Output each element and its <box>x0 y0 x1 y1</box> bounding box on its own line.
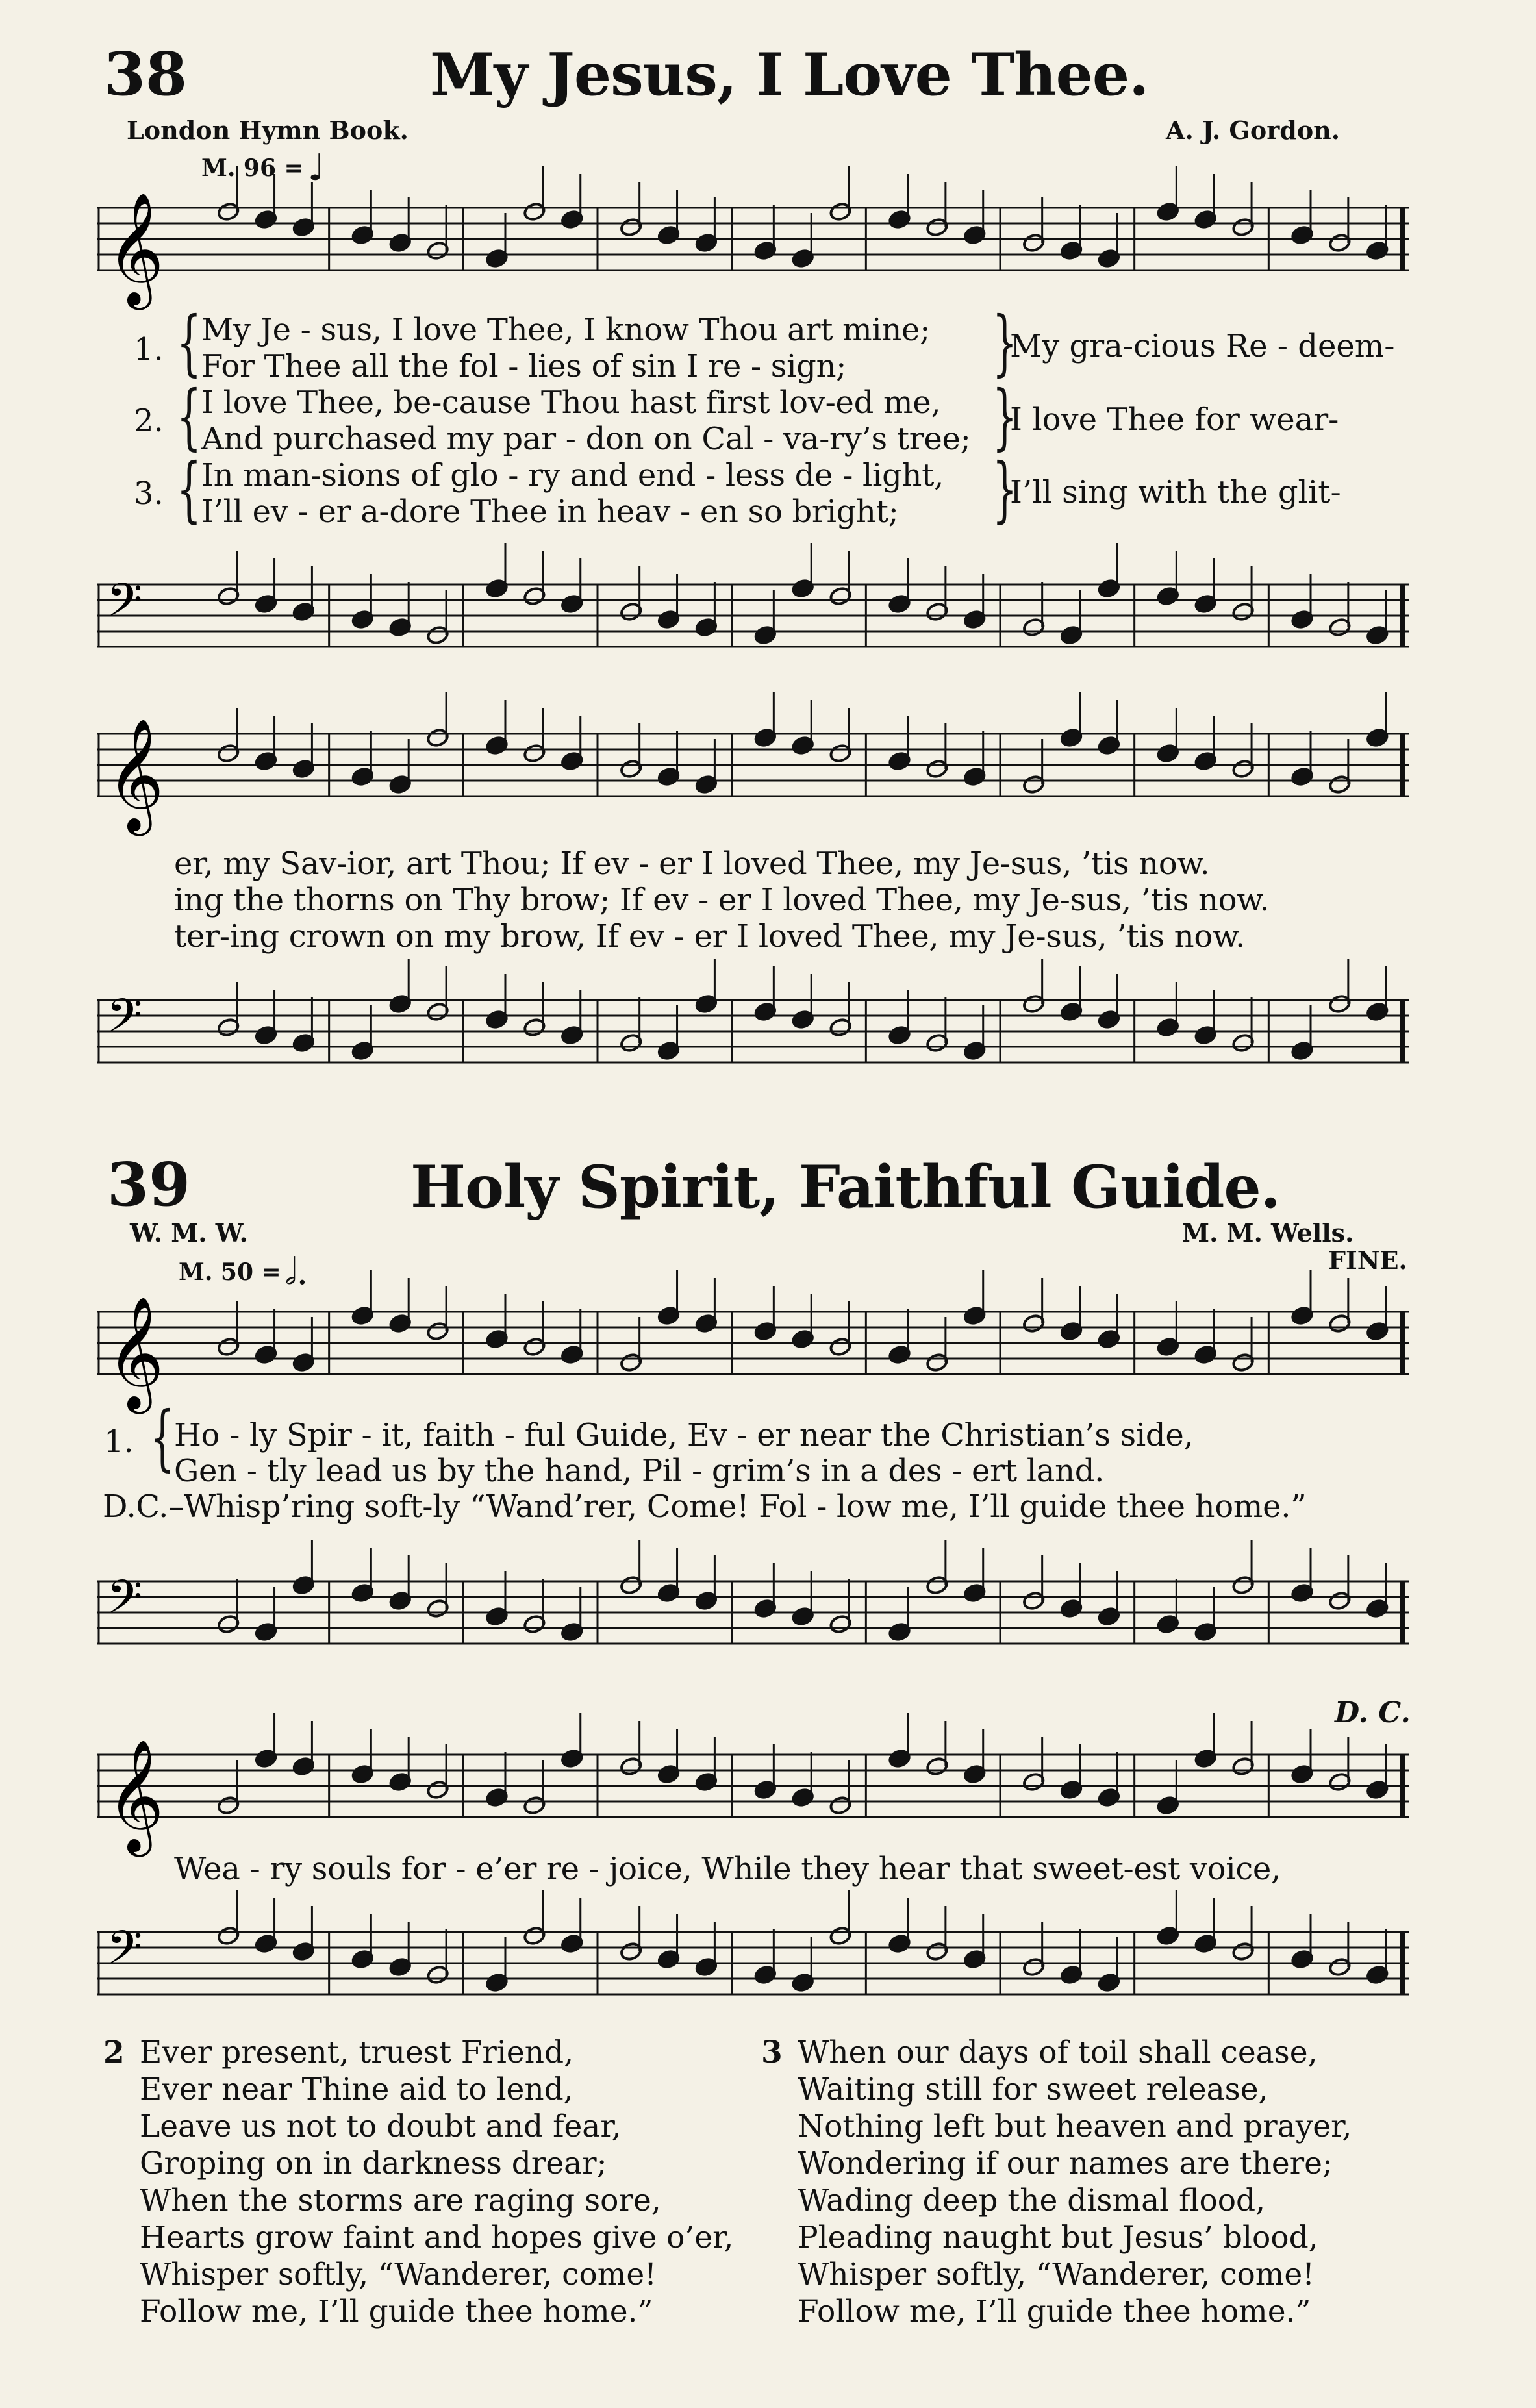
stanza-3-number: 3 <box>761 2035 783 2070</box>
hymn-39-verse-brace: { <box>149 1396 175 1479</box>
bass-clef-icon: 𝄢 <box>107 1570 143 1635</box>
stanza-3-line: Wondering if our names are there; <box>798 2146 1333 2181</box>
verse-2-number: 2. <box>134 403 164 439</box>
stanza-2-line: Groping on in darkness drear; <box>140 2146 607 2181</box>
stanza-3-line: Pleading naught but Jesus’ blood, <box>798 2220 1318 2255</box>
verse-1-close-brace: } <box>992 301 1018 384</box>
hymn-38-number: 38 <box>104 39 188 109</box>
verse-1-refrain: My gra-cious Re - deem- <box>1010 328 1395 364</box>
hymn-38-treble-staff-1 <box>97 182 1409 305</box>
quarter-note-icon: ♩ <box>307 147 325 189</box>
stanza-2-line: Follow me, I’ll guide thee home.” <box>140 2294 653 2329</box>
verse-3-line-1: In man-sions of glo - ry and end - less de - light, <box>201 457 944 494</box>
hymn-39-metronome: M. 50 = 𝅗𝅥. <box>179 1251 308 1293</box>
stanza-3-line: Nothing left but heaven and prayer, <box>798 2109 1352 2144</box>
hymn-38-title: My Jesus, I Love Thee. <box>430 40 1149 109</box>
hymn-39-line-2: Gen - tly lead us by the hand, Pil - grim’s in a des - ert land. <box>174 1453 1105 1489</box>
hymn-39-line-1: Ho - ly Spir - it, faith - ful Guide, Ev - er near the Christian’s side, <box>174 1417 1194 1453</box>
hymn-39-treble-staff-1 <box>97 1286 1409 1409</box>
verse-2-brace: { <box>176 375 202 458</box>
bass-clef-icon: 𝄢 <box>107 989 143 1054</box>
stanza-2-line: Hearts grow faint and hopes give o’er, <box>140 2220 734 2255</box>
stanza-3-line: When our days of toil shall cease, <box>798 2035 1318 2070</box>
treble-clef-icon: 𝄞 <box>107 1296 164 1409</box>
hymn-39-author: W. M. W. <box>130 1218 248 1248</box>
hymn-39-treble-staff-2 <box>97 1729 1409 1852</box>
stanza-3-line: Whisper softly, “Wanderer, come! <box>798 2257 1315 2292</box>
dc-marking: D. C. <box>1335 1696 1411 1729</box>
verse-3-close-brace: } <box>992 447 1018 531</box>
hymn-39-composer: M. M. Wells. <box>1182 1218 1354 1248</box>
verse-1-number: 1. <box>134 331 164 368</box>
bass-clef-icon: 𝄢 <box>107 1921 143 1986</box>
verse-1-line-1: My Je - sus, I love Thee, I know Thou art mine; <box>201 312 930 348</box>
hymn-38-treble-staff-2 <box>97 708 1409 831</box>
verse-3-number: 3. <box>134 475 164 512</box>
treble-clef-icon: 𝄞 <box>107 1739 164 1852</box>
hymn-38-metronome: M. 96 = ♩ <box>201 147 325 189</box>
verse-1-brace: { <box>176 301 202 384</box>
hymn-38-source: London Hymn Book. <box>127 116 409 145</box>
verse-2-refrain: I love Thee for wear- <box>1010 401 1339 438</box>
hymn-39-title: Holy Spirit, Faithful Guide. <box>410 1153 1281 1222</box>
hymn-38-bass-staff-2 <box>97 974 1409 1091</box>
verse-2-ending: ing the thorns on Thy brow; If ev - er I loved Thee, my Je-sus, ’tis now. <box>174 882 1270 918</box>
stanza-3-line: Waiting still for sweet release, <box>798 2072 1268 2107</box>
stanza-3 <box>761 2034 1352 2330</box>
verse-3-line-2: I’ll ev - er a-dore Thee in heav - en so bright; <box>201 494 899 530</box>
treble-clef-icon: 𝄞 <box>107 718 164 831</box>
hymn-38-bass-staff-1 <box>97 558 1409 675</box>
verse-1-line-2: For Thee all the fol - lies of sin I re - sign; <box>201 348 847 384</box>
fine-marking: FINE. <box>1328 1246 1407 1275</box>
hymn-39-dc-line: D.C.–Whisp’ring soft-ly “Wand’rer, Come! Fol - low me, I’ll guide thee home.” <box>103 1488 1307 1525</box>
hymn-39-middle-line: Wea - ry souls for - e’er re - joice, While they hear that sweet-est voice, <box>174 1851 1281 1887</box>
stanza-2-line: Ever present, truest Friend, <box>140 2035 574 2070</box>
verse-1-ending: er, my Sav-ior, art Thou; If ev - er I loved Thee, my Je-sus, ’tis now. <box>174 846 1210 882</box>
verse-3-ending: ter-ing crown on my brow, If ev - er I loved Thee, my Je-sus, ’tis now. <box>174 918 1246 955</box>
verse-2-line-2: And purchased my par - don on Cal - va-ry’s tree; <box>201 421 971 457</box>
stanza-2-line: Whisper softly, “Wanderer, come! <box>140 2257 657 2292</box>
stanza-2 <box>103 2034 734 2330</box>
hymn-39-verse-number: 1. <box>104 1423 134 1460</box>
bass-clef-icon: 𝄢 <box>107 573 143 638</box>
verse-2-close-brace: } <box>992 375 1018 458</box>
stanza-2-line: When the storms are raging sore, <box>140 2183 661 2218</box>
hymn-38-composer: A. J. Gordon. <box>1166 116 1341 145</box>
hymn-39-number: 39 <box>107 1149 191 1220</box>
treble-clef-icon: 𝄞 <box>107 192 164 305</box>
stanza-3-line: Follow me, I’ll guide thee home.” <box>798 2294 1311 2329</box>
verse-2-line-1: I love Thee, be-cause Thou hast first lov-ed me, <box>201 384 941 421</box>
hymn-39-bass-staff-2 <box>97 1906 1409 2023</box>
stanza-3-line: Wading deep the dismal flood, <box>798 2183 1266 2218</box>
hymn-39-bass-staff-1 <box>97 1555 1409 1672</box>
stanza-2-number: 2 <box>103 2035 125 2070</box>
dotted-half-note-icon: 𝅗𝅥. <box>284 1251 308 1293</box>
verse-3-brace: { <box>176 447 202 531</box>
stanza-2-line: Leave us not to doubt and fear, <box>140 2109 622 2144</box>
verse-3-refrain: I’ll sing with the glit- <box>1010 474 1341 510</box>
stanza-2-line: Ever near Thine aid to lend, <box>140 2072 573 2107</box>
